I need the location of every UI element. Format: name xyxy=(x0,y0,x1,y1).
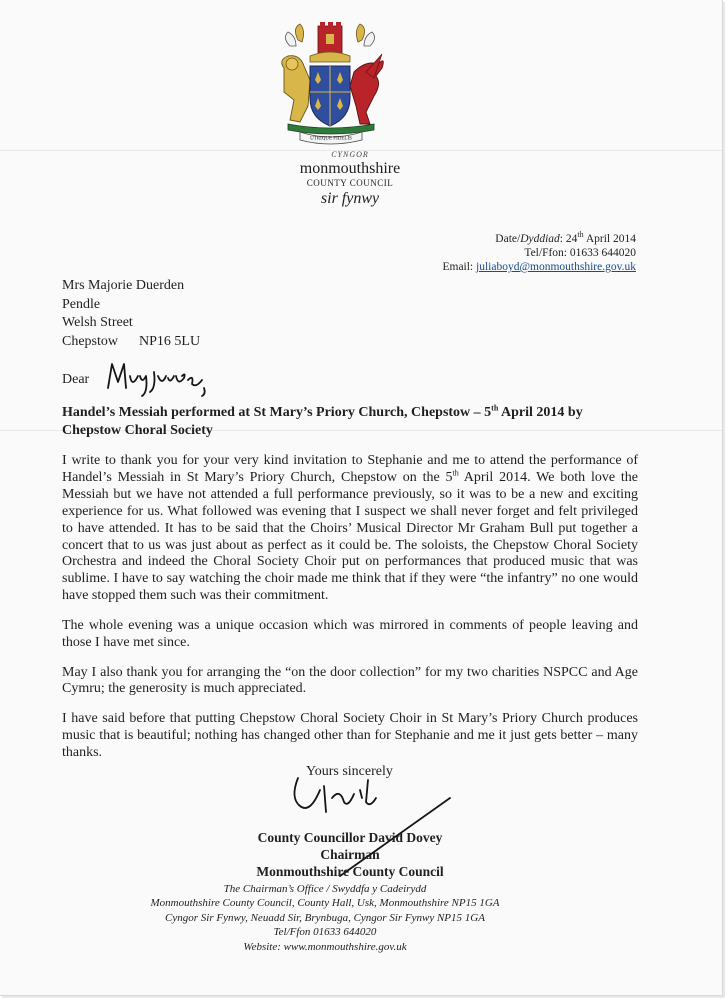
body-paragraph: I write to thank you for your very kind invitation to Stephanie and me to attend the performance of Handel’s Messiah in St Mary’s Priory Church, Chepstow on the 5th April 2014. We both love the Messiah but we have not attended a full performance previously, so it was to be a new and exciting experience for us. What followed was evening that I suspect we shall never forget and felt privileged to have attended. It has to be said that the Choirs’ Musical Director Mr Graham Bull put together a concert that to us was just about as perfect as it could be. The soloists, the Chepstow Choral Society Orchestra and indeed the Choral Society Choir put on performances that produced music that was sublime. I have to say watching the choir made me think that if they were “the infantry” no one would have stopped them such was their commitment. xyxy=(62,453,638,604)
address-line: Chepstow NP16 5LU xyxy=(62,333,201,349)
signatory-name: County Councillor David Dovey xyxy=(257,830,443,845)
footer-line: Tel/Ffon 01633 644020 xyxy=(273,926,377,939)
signatory-title: Chairman xyxy=(320,847,380,862)
salutation: Dear xyxy=(62,372,90,387)
council-crest-logo xyxy=(270,20,390,145)
footer-line: The Chairman’s Office / Swyddfa y Cadeirydd xyxy=(223,883,427,895)
body-paragraph: I have said before that putting Chepstow Choral Society Choir in St Mary’s Priory Church produces music that is beautiful; nothing has changed other than for Stephanie and me it just gets better – many thanks. xyxy=(62,711,638,760)
date-line: Date/Dyddiad: 24th April 2014 xyxy=(495,230,636,245)
handwritten-salutation xyxy=(104,358,214,398)
signatory-block xyxy=(0,829,700,880)
address-line: Pendle xyxy=(62,296,101,312)
address-line: Welsh Street xyxy=(62,315,133,331)
valediction: Yours sincerely xyxy=(306,764,393,779)
address-line: Mrs Majorie Duerden xyxy=(62,278,185,293)
letter-subject: Handel’s Messiah performed at St Mary’s Priory Church, Chepstow – 5th April 2014 by Chepstow Choral Society xyxy=(62,403,583,438)
recipient-address xyxy=(62,277,200,351)
signatory-organisation: Monmouthshire County Council xyxy=(256,864,444,879)
letterhead-council-name: monmouthshire xyxy=(299,160,401,177)
crest-motto: UTRIQUE FIDELIS xyxy=(310,136,352,142)
letter-meta xyxy=(442,232,636,274)
letter-body xyxy=(62,453,638,775)
footer-line: Cyngor Sir Fynwy, Neuadd Sir, Brynbuga, Cyngor Sir Fynwy NP15 1GA xyxy=(165,911,485,924)
body-paragraph: The whole evening was a unique occasion which was mirrored in comments of people leaving and those I have met since. xyxy=(62,617,638,650)
letter-footer xyxy=(0,882,650,954)
footer-line: Website: www.monmouthshire.gov.uk xyxy=(243,940,407,953)
footer-line: Monmouthshire County Council, County Hall, Usk, Monmouthshire NP15 1GA xyxy=(150,897,500,910)
email-link[interactable]: juliaboyd@monmouthshire.gov.uk xyxy=(476,261,636,273)
letterhead-council-type: COUNTY COUNCIL xyxy=(306,178,394,188)
email-line: Email: juliaboyd@monmouthshire.gov.uk xyxy=(442,261,636,273)
letterhead-cyngor: CYNGOR xyxy=(331,150,369,159)
letterhead xyxy=(0,150,700,208)
body-paragraph: May I also thank you for arranging the “on the door collection” for my two charities NSPCC and Age Cymru; the generosity is much appreciated. xyxy=(62,664,638,697)
tel-line: Tel/Ffon: 01633 644020 xyxy=(524,247,636,259)
letterhead-welsh-name: sir fynwy xyxy=(320,190,380,207)
